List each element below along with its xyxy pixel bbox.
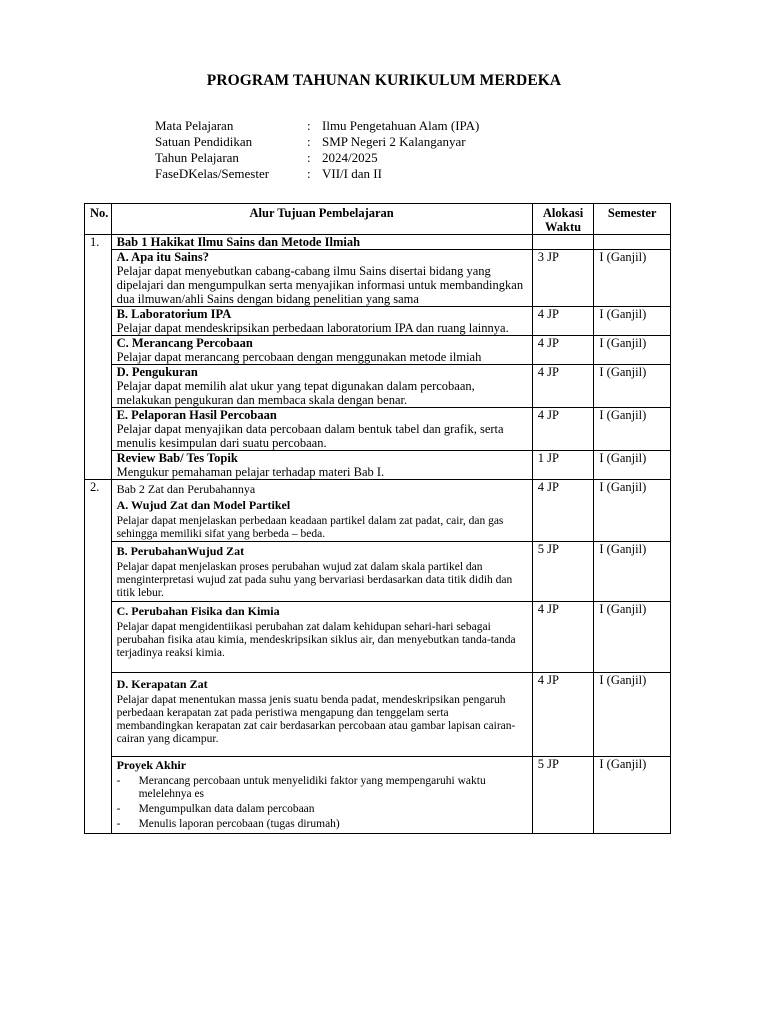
table-header-row (85, 204, 671, 235)
meta-value: Ilmu Pengetahuan Alam (IPA) (322, 118, 480, 133)
semester-cell: I (Ganjil) (594, 602, 671, 673)
alur-cell (111, 673, 532, 757)
header-semester: Semester (594, 204, 671, 235)
list-item-text: Merancang percobaan untuk menyelidiki faktor yang mempengaruhi waktu melelehnya es (138, 775, 486, 800)
alokasi-cell: 4 JP (532, 365, 594, 408)
list-item (117, 775, 527, 801)
bullet-marker: - (116, 803, 121, 815)
semester-cell (594, 235, 671, 250)
semester-cell: I (Ganjil) (594, 250, 671, 307)
semester-cell: I (Ganjil) (594, 307, 671, 336)
sub-title: C. Perubahan Fisika dan Kimia (116, 604, 280, 618)
table-row (85, 408, 671, 451)
meta-value: 2024/2025 (322, 150, 378, 165)
table-row (85, 673, 671, 757)
sub-title: A. Wujud Zat dan Model Partikel (116, 498, 291, 512)
list-item-text: Menulis laporan percobaan (tugas dirumah) (138, 818, 340, 830)
semester-cell: I (Ganjil) (594, 480, 671, 542)
sub-description: Pelajar dapat memilih alat ukur yang tepat digunakan dalam percobaan, melakukan pengukuran dan membaca skala dengan benar. (116, 379, 475, 407)
alur-cell (111, 480, 532, 542)
alokasi-cell: 4 JP (532, 480, 594, 542)
sub-description: Pelajar dapat menyajikan data percobaan dalam bentuk tabel dan grafik, serta menulis kesimpulan dari suatu percobaan. (116, 422, 504, 450)
alur-cell (111, 408, 532, 451)
table-row (85, 250, 671, 307)
alur-cell (111, 250, 532, 307)
semester-cell: I (Ganjil) (594, 336, 671, 365)
sub-title: C. Merancang Percobaan (116, 336, 253, 350)
alokasi-cell: 1 JP (532, 451, 594, 480)
sub-description: Pelajar dapat merancang percobaan dengan menggunakan metode ilmiah (116, 350, 482, 364)
alur-cell (111, 602, 532, 673)
alokasi-cell: 4 JP (532, 408, 594, 451)
semester-cell: I (Ganjil) (594, 757, 671, 834)
sub-description: Pelajar dapat menyebutkan cabang-cabang ilmu Sains disertai bidang yang dipelajari dan mengumpulkan serta menyajikan informasi untuk membandingkan dua ilmuwan/ahli Sains dengan bidang penelitian yang sama (116, 264, 524, 306)
semester-cell: I (Ganjil) (594, 365, 671, 408)
semester-cell: I (Ganjil) (594, 451, 671, 480)
table-row (85, 542, 671, 602)
sub-description: Pelajar dapat menjelaskan perbedaan keadaan partikel dalam zat padat, cair, dan gas sehingga memiliki sifat yang berbeda – beda. (116, 515, 504, 540)
table-row (85, 365, 671, 408)
sub-title: D. Kerapatan Zat (116, 677, 208, 691)
alokasi-cell: 5 JP (532, 757, 594, 834)
sub-title: Review Bab/ Tes Topik (116, 451, 238, 465)
chapter-number: 2. (85, 480, 112, 542)
document-title: PROGRAM TAHUNAN KURIKULUM MERDEKA (206, 72, 562, 89)
list-item-text: Mengumpulkan data dalam percobaan (138, 803, 315, 815)
meta-label: Satuan Pendidikan (155, 134, 253, 149)
header-alokasi: Alokasi Waktu (532, 204, 594, 235)
semester-cell: I (Ganjil) (594, 408, 671, 451)
table-row (85, 757, 671, 834)
alur-cell (111, 365, 532, 408)
bullet-marker: - (116, 775, 121, 787)
alokasi-cell: 4 JP (532, 336, 594, 365)
list-item (117, 803, 527, 816)
sub-description: Pelajar dapat menentukan massa jenis suatu benda padat, mendeskripsikan pengaruh perbedaan kerapatan zat pada peristiwa mengapung dan tenggelam serta membandingkan kerapatan zat cair berdasarkan percobaan atau gambar lapisan cairan-cairan yang dicampur. (116, 694, 516, 745)
alur-cell (111, 336, 532, 365)
meta-row-school (155, 134, 479, 150)
table-row (85, 451, 671, 480)
sub-title: D. Pengukuran (116, 365, 198, 379)
atp-table (84, 203, 671, 834)
sub-description: Pelajar dapat menjelaskan proses perubahan wujud zat dalam skala partikel dan menginterpretasi wujud zat pada suhu yang bervariasi berdasarkan data titik didih dan titik lebur. (116, 561, 513, 599)
sub-title: Proyek Akhir (116, 758, 187, 772)
document-meta (155, 118, 479, 182)
sub-description: Mengukur pemahaman pelajar terhadap materi Bab I. (116, 465, 385, 479)
alokasi-cell: 5 JP (532, 542, 594, 602)
alokasi-cell (532, 235, 594, 250)
sub-title: B. Laboratorium IPA (116, 307, 232, 321)
project-task-list (117, 775, 527, 831)
list-item (117, 818, 527, 831)
meta-row-class (155, 166, 479, 182)
meta-value: VII/I dan II (322, 166, 382, 181)
meta-label: Mata Pelajaran (155, 118, 234, 133)
meta-value: SMP Negeri 2 Kalanganyar (322, 134, 466, 149)
meta-row-year (155, 150, 479, 166)
meta-label: Tahun Pelajaran (155, 150, 239, 165)
sub-title: A. Apa itu Sains? (116, 250, 209, 264)
semester-cell: I (Ganjil) (594, 673, 671, 757)
meta-label: FaseDKelas/Semester (155, 166, 270, 181)
chapter-number: 1. (85, 235, 112, 250)
meta-colon: : (307, 118, 311, 133)
chapter-title: Bab 2 Zat dan Perubahannya (116, 482, 256, 496)
table-row (85, 307, 671, 336)
header-no: No. (85, 204, 112, 235)
table-row (85, 336, 671, 365)
meta-row-subject (155, 118, 479, 134)
meta-colon: : (307, 150, 311, 165)
sub-description: Pelajar dapat mengidentiikasi perubahan zat dalam kehidupan sehari-hari sebagai perubahan fisika atau kimia, mendeskripsikan siklus air, dan menyebutkan tanda-tanda terjadinya reaksi kimia. (116, 621, 516, 659)
alur-cell (111, 451, 532, 480)
table-row (85, 235, 671, 250)
alur-cell (111, 542, 532, 602)
alur-cell (111, 757, 532, 834)
semester-cell: I (Ganjil) (594, 542, 671, 602)
sub-title: B. PerubahanWujud Zat (116, 544, 245, 558)
alur-cell (111, 307, 532, 336)
alokasi-cell: 4 JP (532, 673, 594, 757)
table-row (85, 480, 671, 542)
chapter-title: Bab 1 Hakikat Ilmu Sains dan Metode Ilmiah (111, 235, 532, 250)
alokasi-cell: 3 JP (532, 250, 594, 307)
alokasi-cell: 4 JP (532, 602, 594, 673)
table-row (85, 602, 671, 673)
header-alur: Alur Tujuan Pembelajaran (111, 204, 532, 235)
meta-colon: : (307, 134, 311, 149)
sub-title: E. Pelaporan Hasil Percobaan (116, 408, 277, 422)
sub-description: Pelajar dapat mendeskripsikan perbedaan laboratorium IPA dan ruang lainnya. (116, 321, 509, 335)
bullet-marker: - (116, 818, 121, 830)
alokasi-cell: 4 JP (532, 307, 594, 336)
meta-colon: : (307, 166, 311, 181)
